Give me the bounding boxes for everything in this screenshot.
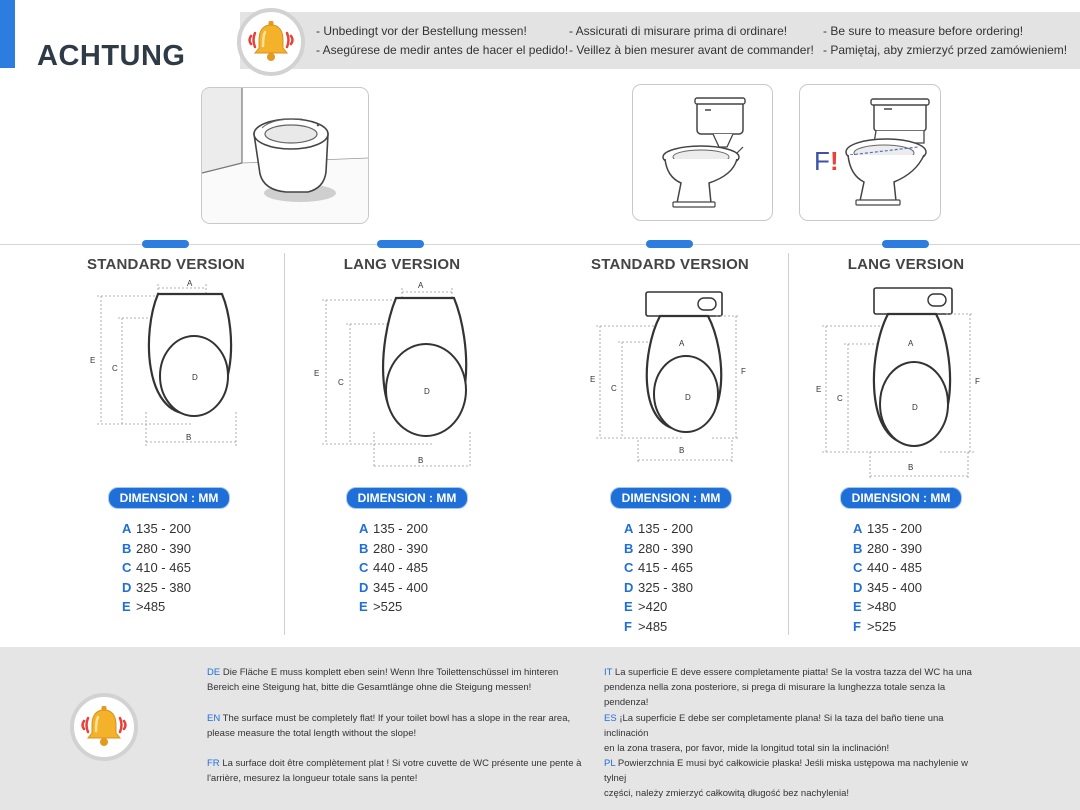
dimension-list-lang-2	[853, 519, 922, 636]
svg-text:B: B	[908, 463, 914, 472]
note-pl: PL Powierzchnia E musi być całkowicie płaska! Jeśli miska ustępowa ma nachylenie w tylnej części, należy zmierzyć całkowitą długość bez nachylenia!	[604, 758, 968, 799]
dimension-list-lang-1	[359, 519, 428, 617]
dimension-badge: DIMENSION : MM	[108, 487, 230, 509]
dimension-row: A 135 - 200	[359, 521, 428, 536]
column-separator	[284, 253, 285, 635]
svg-text:A: A	[908, 339, 914, 348]
dimension-row: D 325 - 380	[122, 579, 191, 595]
dimension-row: A 135 - 200	[122, 521, 191, 536]
dimension-row: E >485	[122, 599, 166, 614]
note-en: EN The surface must be completely flat! If your toilet bowl has a slope in the rear area, please measure the total length without the slope!	[207, 713, 571, 739]
f-mark-exclaim: !	[830, 146, 839, 176]
bell-icon	[70, 693, 138, 761]
dimension-diagram-lang-2	[812, 286, 984, 478]
dimension-row: F >485	[624, 618, 668, 634]
tab-standard-version-2	[646, 240, 693, 248]
dimension-row: F >525	[853, 618, 897, 634]
dimension-row: D 345 - 400	[853, 579, 922, 595]
dimension-row: D 345 - 400	[359, 579, 428, 595]
dimension-badge: DIMENSION : MM	[840, 487, 962, 509]
dimension-row: C 440 - 485	[853, 560, 922, 575]
dimension-row: A 135 - 200	[624, 521, 693, 536]
dimension-row: C 415 - 465	[624, 560, 693, 575]
note-it: IT La superficie E deve essere completamente piatta! Se la vostra tazza del WC ha una pendenza nella zona posteriore, si prega di misurare la lunghezza totale senza la pendenza!	[604, 667, 972, 708]
dimension-row: C 440 - 485	[359, 560, 428, 575]
note-de: DE Die Fläche E muss komplett eben sein! Wenn Ihre Toilettenschüssel im hinteren Bereich eine Steigung hat, bitte die Gesamtlänge ohne die Steigung messen!	[207, 667, 559, 693]
svg-text:B: B	[186, 433, 192, 442]
dimension-list-standard-2	[624, 519, 693, 636]
column-heading-lang-2: LANG VERSION	[847, 256, 965, 273]
svg-text:E: E	[90, 356, 96, 365]
tab-lang-version-2	[882, 240, 929, 248]
warning-en: - Be sure to measure before ordering!	[823, 24, 1024, 38]
dimension-diagram-lang-1	[312, 272, 482, 468]
warning-it: - Assicurati di misurare prima di ordinare!	[569, 24, 788, 38]
dimension-badge: DIMENSION : MM	[346, 487, 468, 509]
svg-text:D: D	[192, 373, 198, 382]
svg-text:A: A	[679, 339, 685, 348]
tab-lang-version-1	[377, 240, 424, 248]
svg-text:F: F	[741, 367, 746, 376]
note-fr: FR La surface doit être complètement plat ! Si votre cuvette de WC présente une pente à l'arrière, mesurez la longueur totale sans la pente!	[207, 758, 582, 784]
dimension-row: A 135 - 200	[853, 521, 922, 536]
dimension-diagram-standard-1	[82, 272, 252, 450]
dimension-row: D 325 - 380	[624, 579, 693, 595]
svg-text:E: E	[590, 375, 596, 384]
dimension-row: E >420	[624, 599, 668, 614]
dimension-row: B 280 - 390	[359, 540, 428, 556]
svg-text:E: E	[314, 369, 320, 378]
toilet-with-f-measure-illustration	[799, 84, 941, 221]
svg-text:F: F	[975, 377, 980, 386]
svg-text:A: A	[418, 281, 424, 290]
svg-text:D: D	[685, 393, 691, 402]
svg-text:A: A	[187, 279, 193, 288]
column-separator	[788, 253, 789, 635]
dimension-row: E >525	[359, 599, 403, 614]
dimension-row: B 280 - 390	[853, 540, 922, 556]
dimension-row: E >480	[853, 599, 897, 614]
wall-hung-toilet-illustration	[201, 87, 369, 224]
dimension-diagram-standard-2	[586, 290, 758, 462]
warning-pl: - Pamiętaj, aby zmierzyć przed zamówieniem!	[823, 43, 1068, 57]
svg-text:C: C	[837, 394, 843, 403]
dimension-badge: DIMENSION : MM	[610, 487, 732, 509]
svg-text:E: E	[816, 385, 822, 394]
warning-de: - Unbedingt vor der Bestellung messen!	[316, 24, 527, 38]
svg-text:C: C	[112, 364, 118, 373]
dimension-row: C 410 - 465	[122, 560, 191, 575]
dimension-list-standard-1	[122, 519, 191, 617]
dimension-row: B 280 - 390	[122, 540, 191, 556]
svg-text:B: B	[418, 456, 424, 465]
top-accent-bar	[0, 0, 15, 68]
dimension-row: B 280 - 390	[624, 540, 693, 556]
close-coupled-toilet-illustration	[632, 84, 773, 221]
column-heading-standard-1: STANDARD VERSION	[87, 256, 245, 273]
page-title: ACHTUNG	[37, 40, 186, 72]
svg-text:C: C	[611, 384, 617, 393]
note-es: ES ¡La superficie E debe ser completamente plana! Si la taza del baño tiene una inclinación en la zona trasera, por favor, mide la longitud total sin la inclinación!	[604, 713, 944, 754]
column-heading-lang-1: LANG VERSION	[343, 256, 461, 273]
bell-icon	[237, 8, 305, 76]
svg-text:D: D	[912, 403, 918, 412]
warning-fr: - Veillez à bien mesurer avant de commander!	[569, 43, 814, 57]
svg-text:C: C	[338, 378, 344, 387]
warning-es: - Asegúrese de medir antes de hacer el pedido!	[316, 43, 569, 57]
tab-standard-version-1	[142, 240, 189, 248]
f-mark-letter: F	[814, 146, 830, 176]
column-heading-standard-2: STANDARD VERSION	[591, 256, 749, 273]
svg-text:B: B	[679, 446, 685, 455]
svg-text:D: D	[424, 387, 430, 396]
warning-banner	[240, 12, 1080, 69]
